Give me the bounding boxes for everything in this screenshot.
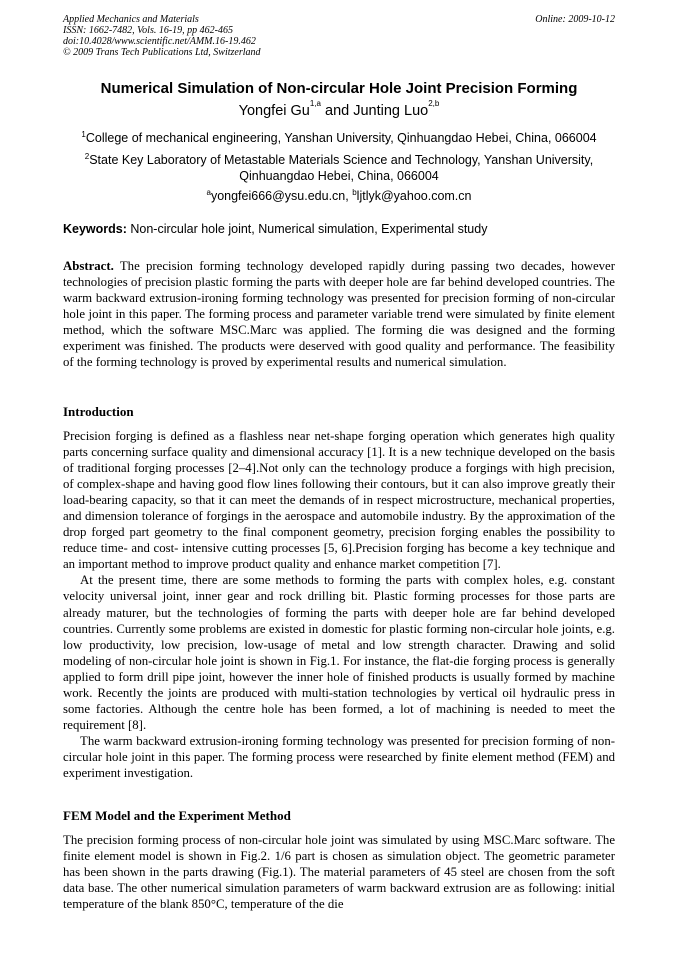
abstract: [63, 258, 615, 370]
online-date: Online: 2009-10-12: [535, 14, 615, 25]
affiliation-2: [0, 152, 678, 184]
email-b[interactable]: ljtlyk@yahoo.com.cn: [356, 189, 472, 203]
email-line: [0, 188, 678, 204]
journal-header: [63, 14, 615, 58]
fem-body: [63, 832, 615, 912]
author-1: Yongfei Gu: [238, 103, 310, 119]
author-2: Junting Luo: [353, 103, 429, 119]
intro-paragraph-1: Precision forging is defined as a flashless near net-shape forging operation which generates high quality parts concerning surface quality and dimensional accuracy [1]. It is a new technique developed on the basis of traditional forging processes [2–4].Not only can the technology produce a forgings with high precision, of complex-shape and having good flow lines following their contours, but it can also improve greatly their load-bearing capacity, so that it can meet the demands of in respect microstructure, mechanical properties, and dimension tolerance of forgings in the aerospace and automobile industry. By the approximation of the drop forged part geometry to the final component geometry, precision forging enables the possibility to reduce time- and cost- intensive cutting processes [5, 6].Precision forging has become a key technique and an important method to improve product quality and enhance market competition [7].: [63, 429, 615, 572]
keywords: [63, 222, 623, 236]
author-conjunction: and: [320, 103, 354, 119]
email-a-sup: a: [206, 188, 211, 197]
keywords-text: Non-circular hole joint, Numerical simulation, Experimental study: [126, 222, 488, 236]
introduction-body: [63, 428, 615, 781]
affiliation-2-line-2: Qinhuangdao Hebei, China, 066004: [239, 169, 439, 183]
copyright-line: © 2009 Trans Tech Publications Ltd, Switzerland: [63, 47, 261, 58]
issn-line: ISSN: 1662-7482, Vols. 16-19, pp 462-465: [63, 25, 233, 36]
author-line: [0, 99, 678, 119]
keywords-label: Keywords:: [63, 222, 127, 236]
affiliation-1-num: 1: [81, 130, 86, 139]
affiliation-2-line-1: State Key Laboratory of Metastable Materials Science and Technology, Yanshan University,: [89, 153, 594, 167]
intro-paragraph-3: The warm backward extrusion-ironing forming technology was presented for precision forming of non-circular hole joint in this paper. The forming process were researched by finite element method (FEM) and experiment investigation.: [63, 733, 615, 780]
fem-heading: FEM Model and the Experiment Method: [63, 808, 291, 823]
email-a[interactable]: yongfei666@ysu.edu.cn,: [210, 189, 353, 203]
paper-title: Numerical Simulation of Non-circular Hole Joint Precision Forming: [100, 80, 578, 97]
abstract-label: Abstract.: [63, 259, 114, 273]
doi-line: doi:10.4028/www.scientific.net/AMM.16-19.462: [63, 36, 256, 47]
affiliation-1-text: College of mechanical engineering, Yanshan University, Qinhuangdao Hebei, China, 066004: [85, 131, 597, 145]
fem-paragraph-1: The precision forming process of non-circular hole joint was simulated by using MSC.Marc software. The finite element model is shown in Fig.2. 1/6 part is chosen as simulation object. The geometric parameter has been shown in the parts drawing (Fig.1). The material parameters of 45 steel are chosen from the soft data base. The other numerical simulation parameters of warm backward extrusion are as following: initial temperature of the blank 850°C, temperature of the die: [63, 833, 615, 912]
intro-paragraph-2: At the present time, there are some methods to forming the parts with complex holes, e.g. constant velocity universal joint, inner gear and rock drilling bit. Plastic forming processes for those parts are already maturer, but the technologies of forming the parts with deeper hole are far behind developed countries. Currently some problems are existed in domestic for plastic forming non-circular hole joints, e.g. low productivity, low precision, low-usage of metal and low strength character. Drawing and solid modeling of non-circular hole joint is shown in Fig.1. For instance, the flat-die forging process is generally applied to form drill pipe joint, however the inner hole of finished products is usually formed by machine work. Recently the joints are produced with multi-station technologies by vertical oil hydraulic press in some factories. Although the centre hole has been formed, a lot of machining is needed to meet the requirement [8].: [63, 573, 615, 732]
journal-name: Applied Mechanics and Materials: [63, 14, 199, 25]
email-b-sup: b: [352, 188, 357, 197]
affiliation-1: [0, 130, 678, 146]
author-2-sup: 2,b: [428, 99, 440, 108]
author-1-sup: 1,a: [309, 99, 321, 108]
abstract-text: The precision forming technology developed rapidly during passing two decades, however technologies of precision plastic forming the parts with deeper hole are far behind developed countries. The warm backward extrusion-ironing forming technology was presented for precision forming of non-circular hole joint in this paper. The forming process and parameter variable trend were simulated by finite element method, which the software MSC.Marc was applied. The forming die was designed and the forming experiment was finished. The products were deserved with good quality and performance. The feasibility of the forming technology is proved by experimental results and numerical simulation.: [63, 259, 615, 370]
introduction-heading: Introduction: [63, 404, 134, 419]
affiliation-2-num: 2: [84, 152, 90, 161]
